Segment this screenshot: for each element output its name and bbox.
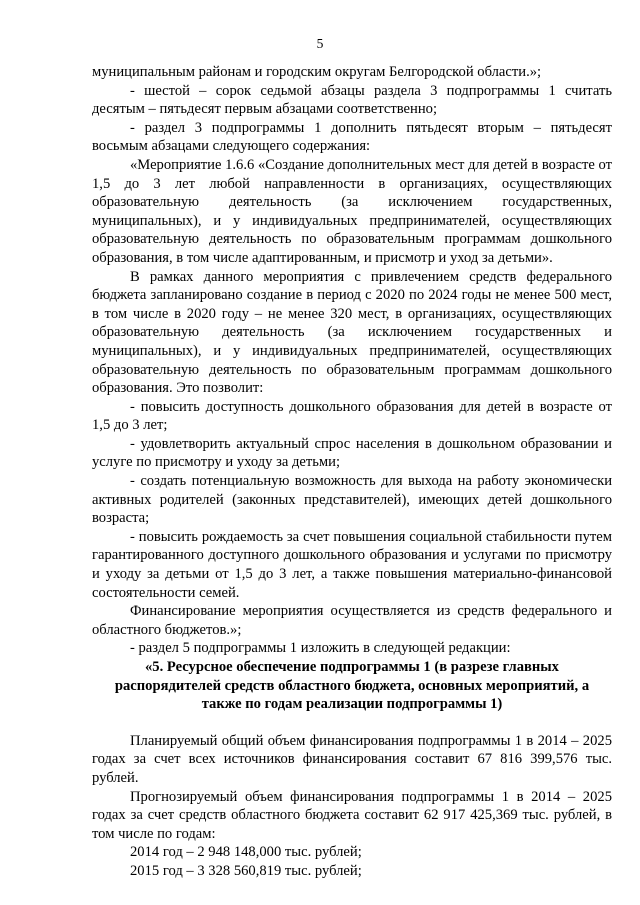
paragraph: - удовлетворить актуальный спрос населения в дошкольном образовании и услуге по присмотру и уходу за детьми; xyxy=(92,435,612,471)
paragraph: В рамках данного мероприятия с привлечением средств федерального бюджета запланировано создание в период с 2020 по 2024 годы не менее 500 мест, в том числе в 2020 году – не менее 320 мест, в организациях, осуществляющих образовательную деятельность (за исключением государственных и муниципальных), и у индивидуальных предпринимателей, осуществляющих образовательную деятельность по образовательным программам дошкольного образования. Это позволит: xyxy=(92,268,612,397)
paragraph: муниципальным районам и городским округам Белгородской области.»; xyxy=(92,64,542,80)
paragraph: - раздел 3 подпрограммы 1 дополнить пятьдесят вторым – пятьдесят восьмым абзацами следующего содержания: xyxy=(92,119,612,155)
paragraph: - создать потенциальную возможность для выхода на работу экономически активных родителей (законных представителей), имеющих детей дошкольного возраста; xyxy=(92,473,612,527)
section-heading: «5. Ресурсное обеспечение подпрограммы 1 (в разрезе главных распорядителей средств областного бюджета, основных мероприятий, а также по годам реализации подпрограммы 1) xyxy=(114,659,590,713)
paragraph: Финансирование мероприятия осуществляется из средств федерального и областного бюджетов.»; xyxy=(92,603,612,638)
paragraph: - шестой – сорок седьмой абзацы раздела 3 подпрограммы 1 считать десятым – пятьдесят первым абзацами соответственно; xyxy=(92,82,612,118)
paragraph: Планируемый общий объем финансирования подпрограммы 1 в 2014 – 2025 годах за счет всех источников финансирования составит 67 816 399,576 тыс. рублей. xyxy=(92,732,612,786)
paragraph: 2014 год – 2 948 148,000 тыс. рублей; xyxy=(130,844,362,861)
paragraph: Прогнозируемый объем финансирования подпрограммы 1 в 2014 – 2025 годах за счет средств областного бюджета составит 62 917 425,369 тыс. рублей, в том числе по годам: xyxy=(92,788,612,842)
paragraph: «Мероприятие 1.6.6 «Создание дополнительных мест для детей в возрасте от 1,5 до 3 лет любой направленности в организациях, осуществляющих образовательную деятельность (за исключением государственных, муниципальных), и у индивидуальных предпринимателей, осуществляющих образовательную деятельность по образовательным программам дошкольного образования, в том числе адаптированным, и присмотр и уход за детьми». xyxy=(92,156,612,266)
paragraph: - повысить рождаемость за счет повышения социальной стабильности путем гарантированного доступного дошкольного образования и услугами по присмотру и уходу за детьми от 1,5 до 3 лет, а также повышения материально-финансовой состоятельности семей. xyxy=(92,528,612,601)
paragraph: 2015 год – 3 328 560,819 тыс. рублей; xyxy=(130,862,362,879)
page-number: 5 xyxy=(316,36,324,51)
paragraph: - раздел 5 подпрограммы 1 изложить в следующей редакции: xyxy=(130,640,511,657)
paragraph: - повысить доступность дошкольного образования для детей в возрасте от 1,5 до 3 лет; xyxy=(92,398,612,434)
spacer xyxy=(92,714,612,732)
document-body xyxy=(92,63,612,881)
